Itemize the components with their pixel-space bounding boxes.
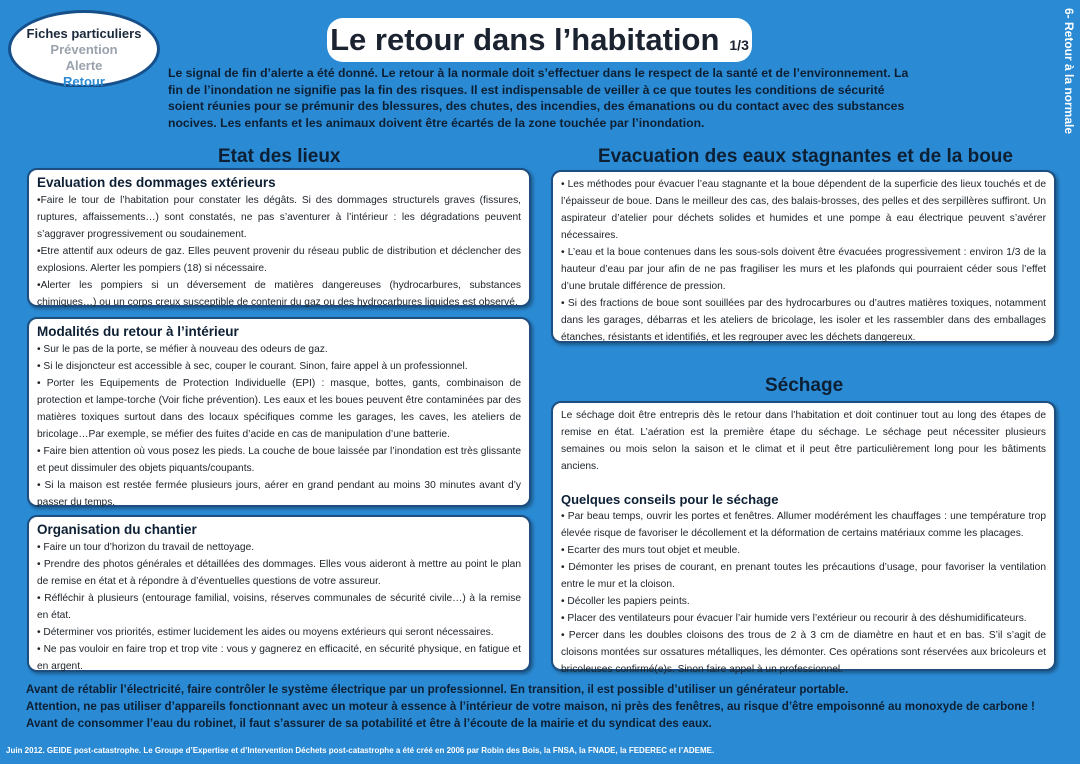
list-item: • Ecarter des murs tout objet et meuble.: [561, 545, 741, 556]
footer-line: Attention, ne pas utiliser d’appareils fonctionnant avec un moteur à essence à l’intérieur de votre maison, ni près des fenêtres, au risque d’être empoisonné au monoxyde de carbone !: [26, 700, 1035, 713]
conseils-subtitle: Quelques conseils pour le séchage: [561, 492, 779, 507]
list-item: • Si la maison est restée fermée plusieurs jours, aérer en grand pendant au moins 30 minutes avant d’y passer du temps.: [37, 480, 521, 508]
list-item: • Porter les Equipements de Protection Individuelle (EPI) : masque, bottes, gants, combinaison de protection et lampe-torche (Voir fiche prévention). Les eaux et les boues peuvent être contaminées par des matières toxiques surtout dans des locaux spécifiques comme les garages, les caves, les ateliers de bricolage…Par exemple, se méfier des fuites d’acide en cas de manipulation d’une batterie.: [37, 378, 521, 440]
list-item: • Les méthodes pour évacuer l’eau stagnante et la boue dépendent de la superficie des lieux touchés et de l’épaisseur de boue. Dans le meilleur des cas, des balais-brosses, des pelles et des serpillères suffiront. Un aspirateur d’atelier pour déchets solides et humides et une pompe à eau électrique peuvent s’avérer nécessaires.: [561, 179, 1046, 241]
nav-heading: Fiches particuliers: [26, 26, 142, 41]
section-side-label: 6- Retour à la normale: [1062, 8, 1076, 135]
list-item: • L’eau et la boue contenues dans les sous-sols doivent être évacuées progressivement : environ 1/3 de la hauteur d’eau par jour afin de ne pas fragiliser les murs et les plafonds qui pourraient céder sous l’effet d’une brutale différence de pression.: [561, 247, 1046, 292]
list-item: • Percer dans les doubles cloisons des trous de 2 à 3 cm de diamètre en haut et en bas. S’il s’agit de cloisons montées sur ossatures métalliques, les démonter. Ces opérations sont réservées aux bricoleurs et bricoleuses confirmé(e)s. Sinon faire appel à un professionnel.: [561, 630, 1046, 675]
page-title: Le retour dans l’habitation: [330, 22, 720, 57]
list-item: • Si des fractions de boue sont souillées par des hydrocarbures ou d’autres matières toxiques, notamment dans les garages, débarras et les ateliers de bricolage, les isoler et les rassembler dans des emballages étanches, résistants et identifiés, et les regrouper avec les déchets dangereux.: [561, 298, 1046, 343]
list-item: • Placer des ventilateurs pour évacuer l’air humide vers l’extérieur ou recourir à des déshumidificateurs.: [561, 613, 1027, 624]
list-item: •Alerter les pompiers si un déversement de matières dangereuses (hydrocarbures, substances chimiques…) ou un corps creux susceptible de contenir du gaz ou des hydrocarbures liquides est observé.: [37, 280, 521, 308]
list-item: • Si le disjoncteur est accessible à sec, couper le courant. Sinon, faire appel à un professionnel.: [37, 361, 468, 372]
list-item: •Faire le tour de l’habitation pour constater les dégâts. Si des dommages structurels graves (fissures, ruptures, affaissements…) sont constatés, ne pas s’aventurer à l’intérieur : les dégradations peuvent s’aggraver progressivement ou soudainement.: [37, 195, 521, 240]
box-evacuation-eaux: [551, 170, 1056, 343]
credit-line: Juin 2012. GEIDE post-catastrophe. Le Groupe d’Expertise et d’Intervention Déchets post-catastrophe a été créé en 2006 par Robin des Bois, la FNSA, la FNADE, la FEDEREC et l’ADEME.: [6, 746, 715, 755]
nav-item-prevention[interactable]: Prévention: [50, 42, 118, 57]
list-item: • Démonter les prises de courant, en prenant toutes les précautions d’usage, pour favoriser la ventilation entre le mur et la cloison.: [561, 562, 1046, 590]
list-item: • Faire un tour d’horizon du travail de nettoyage.: [37, 542, 255, 553]
box-title: Organisation du chantier: [37, 522, 197, 537]
footer-line: Avant de consommer l’eau du robinet, il faut s’assurer de sa potabilité et être à l’écoute de la mairie et du syndicat des eaux.: [26, 717, 712, 730]
nav-item-alerte[interactable]: Alerte: [65, 58, 103, 73]
footer-warnings: [26, 681, 1066, 732]
list-item: • Sur le pas de la porte, se méfier à nouveau des odeurs de gaz.: [37, 344, 328, 355]
fiche-navigation: [8, 10, 160, 88]
list-item: •Etre attentif aux odeurs de gaz. Elles peuvent provenir du réseau public de distribution et déclencher des explosions. Alerter les pompiers (18) si nécessaire.: [37, 246, 521, 274]
box-organisation-chantier: [27, 515, 531, 672]
page-number: 1/3: [729, 36, 749, 53]
footer-line: Avant de rétablir l’électricité, faire contrôler le système électrique par un professionnel. En transition, il est possible d’utiliser un générateur portable.: [26, 683, 849, 696]
page-title-box: [327, 18, 752, 62]
list-item: • Déterminer vos priorités, estimer lucidement les aides ou moyens extérieurs qui seront nécessaires.: [37, 627, 494, 638]
box-title: Modalités du retour à l’intérieur: [37, 324, 239, 339]
box-modalites-retour: [27, 317, 531, 507]
list-item: • Décoller les papiers peints.: [561, 596, 690, 607]
sechage-intro: Le séchage doit être entrepris dès le retour dans l’habitation et doit continuer tout au long des étapes de remise en état. L’aération est la première étape du séchage. Le séchage peut nécessiter plusieurs semaines ou mois selon la saison et le climat et il peut être particulièrement long pour les bâtiments anciens.: [561, 410, 1046, 472]
list-item: • Réfléchir à plusieurs (entourage familial, voisins, réserves communales de sécurité civile…) à la remise en état.: [37, 593, 521, 621]
list-item: • Ne pas vouloir en faire trop et trop vite : vous y gagnerez en efficacité, en sécurité physique, en fatigue et en argent.: [37, 644, 521, 672]
list-item: • Par beau temps, ouvrir les portes et fenêtres. Allumer modérément les chauffages : une température trop élevée risque de favoriser le décollement et la déformation de certains matériaux comme les placages.: [561, 511, 1046, 539]
list-item: • Faire bien attention où vous posez les pieds. La couche de boue laissée par l’inondation est très glissante et peut dissimuler des objets piquants/coupants.: [37, 446, 521, 474]
box-title: Evaluation des dommages extérieurs: [37, 175, 276, 190]
box-sechage: [551, 401, 1056, 675]
heading-etat-des-lieux: Etat des lieux: [218, 146, 341, 167]
box-evaluation-dommages: [27, 168, 531, 307]
nav-item-retour[interactable]: Retour: [63, 74, 105, 89]
intro-paragraph: Le signal de fin d’alerte a été donné. Le retour à la normale doit s’effectuer dans le respect de la santé et de l’environnement. La fin de l’inondation ne signifie pas la fin des risques. Il est indispensable de veiller à ce que toutes les conditions de sécurité soient réunies pour se prémunir des blessures, des chutes, des incendies, des émanations ou du contact avec des substances nocives. Les enfants et les animaux doivent être écartés de la zone touchée par l’inondation.: [168, 66, 909, 130]
heading-sechage: Séchage: [765, 375, 844, 396]
list-item: • Prendre des photos générales et détaillées des dommages. Elles vous aideront à mettre au point le plan de remise en état et à répondre à d’éventuelles questions de votre assureur.: [37, 559, 521, 587]
heading-evacuation-eaux: Evacuation des eaux stagnantes et de la boue: [598, 146, 1013, 167]
